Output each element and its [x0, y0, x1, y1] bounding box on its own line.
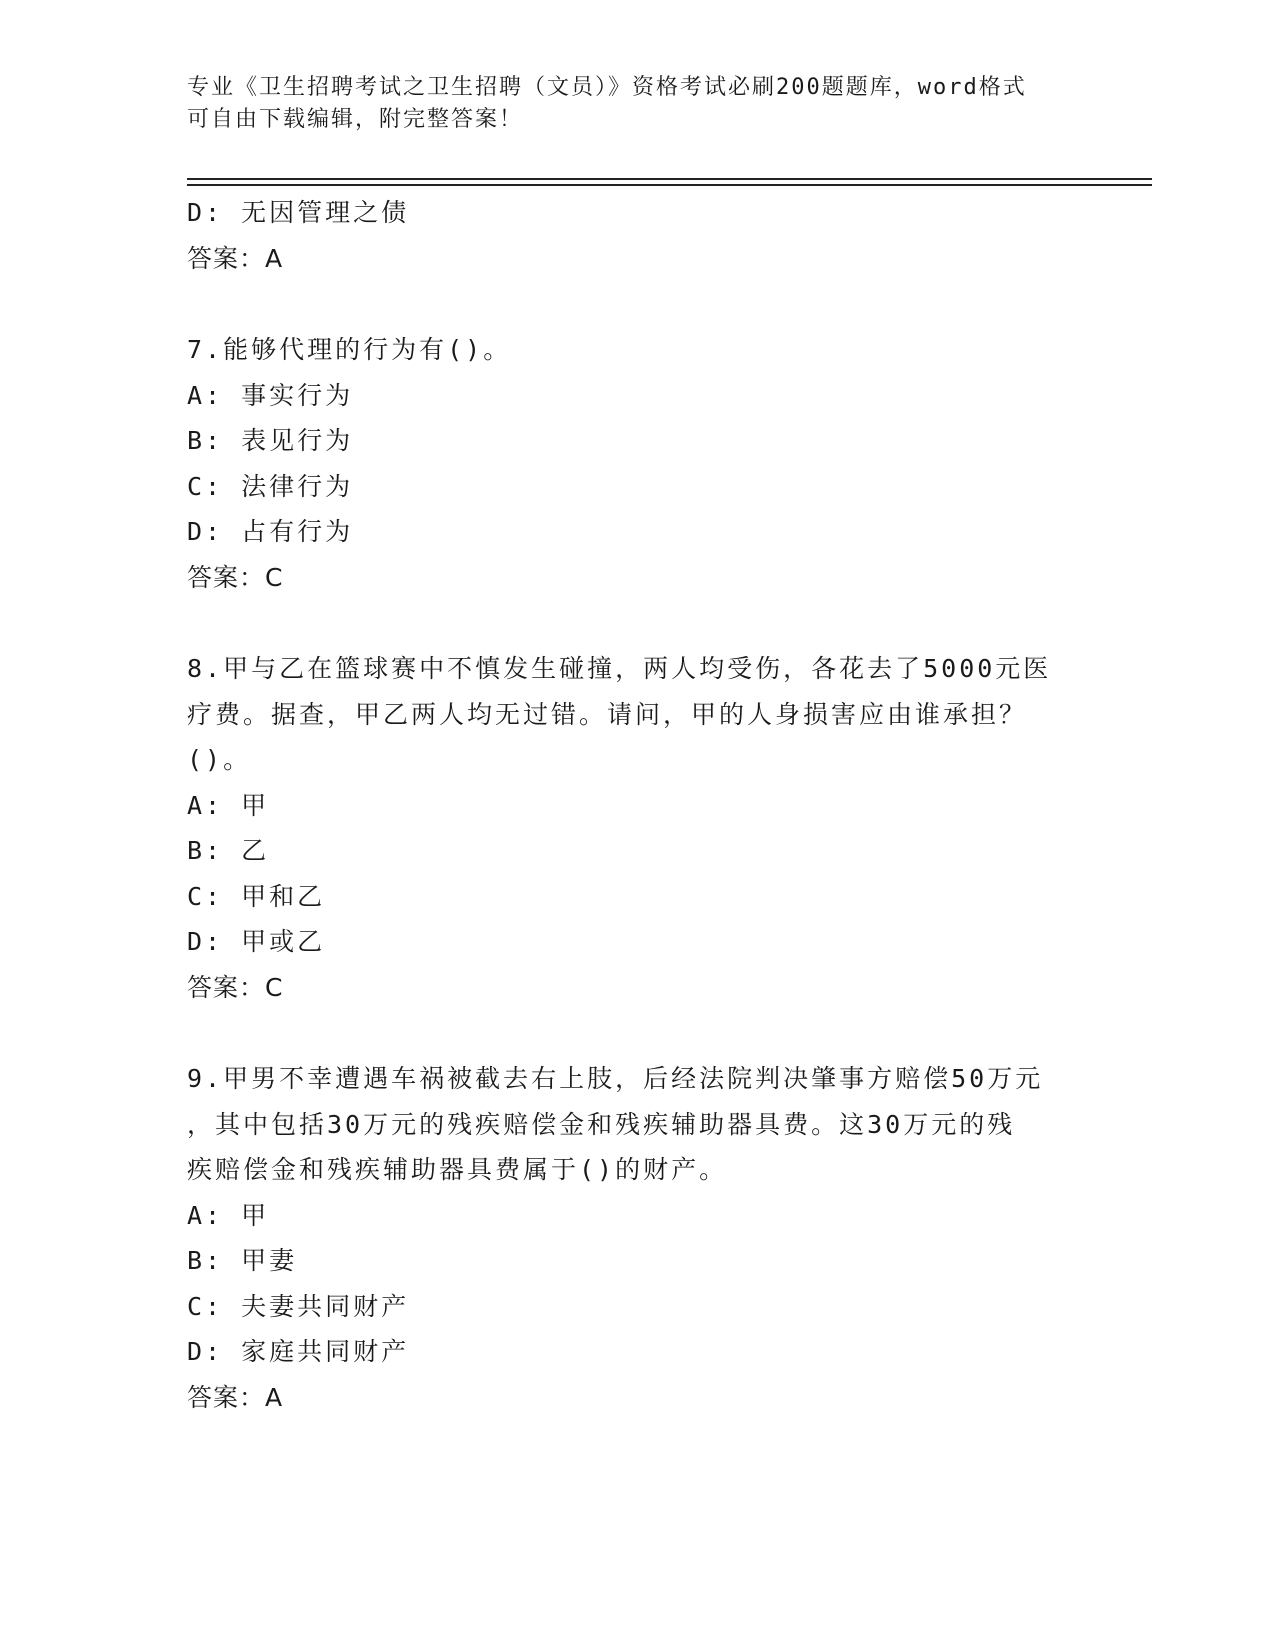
answer-line: 答案：C [187, 562, 284, 592]
option-d: D: 家庭共同财产 [187, 1337, 410, 1366]
option-d: D: 无因管理之债 [187, 198, 410, 227]
option-c: C: 法律行为 [187, 471, 354, 501]
answer-line: 答案：A [187, 243, 284, 273]
question-stem-line-2: 疗费。据查，甲乙两人均无过错。请问，甲的人身损害应由谁承担？ [187, 699, 1028, 729]
option-b: B: 表见行为 [187, 426, 354, 455]
question-stem-line-3: 疾赔偿金和残疾辅助器具费属于()的财产。 [187, 1155, 728, 1184]
answer-line: 答案：A [187, 1382, 284, 1412]
question-stem-line-1: 8.甲与乙在篮球赛中不慎发生碰撞，两人均受伤，各花去了5000元医 [187, 654, 1052, 683]
question-8 [187, 646, 1087, 1010]
question-9 [187, 1056, 1087, 1420]
question-7 [187, 327, 1087, 600]
question-stem-line-3: ()。 [187, 745, 252, 774]
option-a: A: 甲 [187, 790, 270, 820]
option-d: D: 占有行为 [187, 517, 354, 546]
answer-line: 答案：C [187, 972, 284, 1002]
header-divider-bottom [187, 184, 1152, 186]
option-c: C: 夫妻共同财产 [187, 1291, 410, 1321]
option-c: C: 甲和乙 [187, 881, 326, 911]
option-b: B: 甲妻 [187, 1246, 298, 1275]
question-list [187, 190, 1087, 1420]
question-stem-line-1: 9.甲男不幸遭遇车祸被截去右上肢，后经法院判决肇事方赔偿50万元 [187, 1064, 1044, 1093]
option-a: A: 甲 [187, 1200, 270, 1230]
header-line-1: 专业《卫生招聘考试之卫生招聘（文员）》资格考试必刷200题题库，word格式 [187, 75, 1027, 100]
option-d: D: 甲或乙 [187, 927, 326, 956]
header-line-2: 可自由下载编辑，附完整答案！ [187, 107, 524, 132]
header-divider-top [187, 178, 1152, 180]
option-a: A: 事实行为 [187, 380, 354, 410]
question-stem: 7.能够代理的行为有()。 [187, 335, 512, 364]
option-b: B: 乙 [187, 836, 270, 865]
document-header [187, 72, 1067, 136]
question-stem-line-2: ，其中包括30万元的残疾赔偿金和残疾辅助器具费。这30万元的残 [187, 1109, 1016, 1139]
prev-question-tail [187, 190, 1087, 281]
